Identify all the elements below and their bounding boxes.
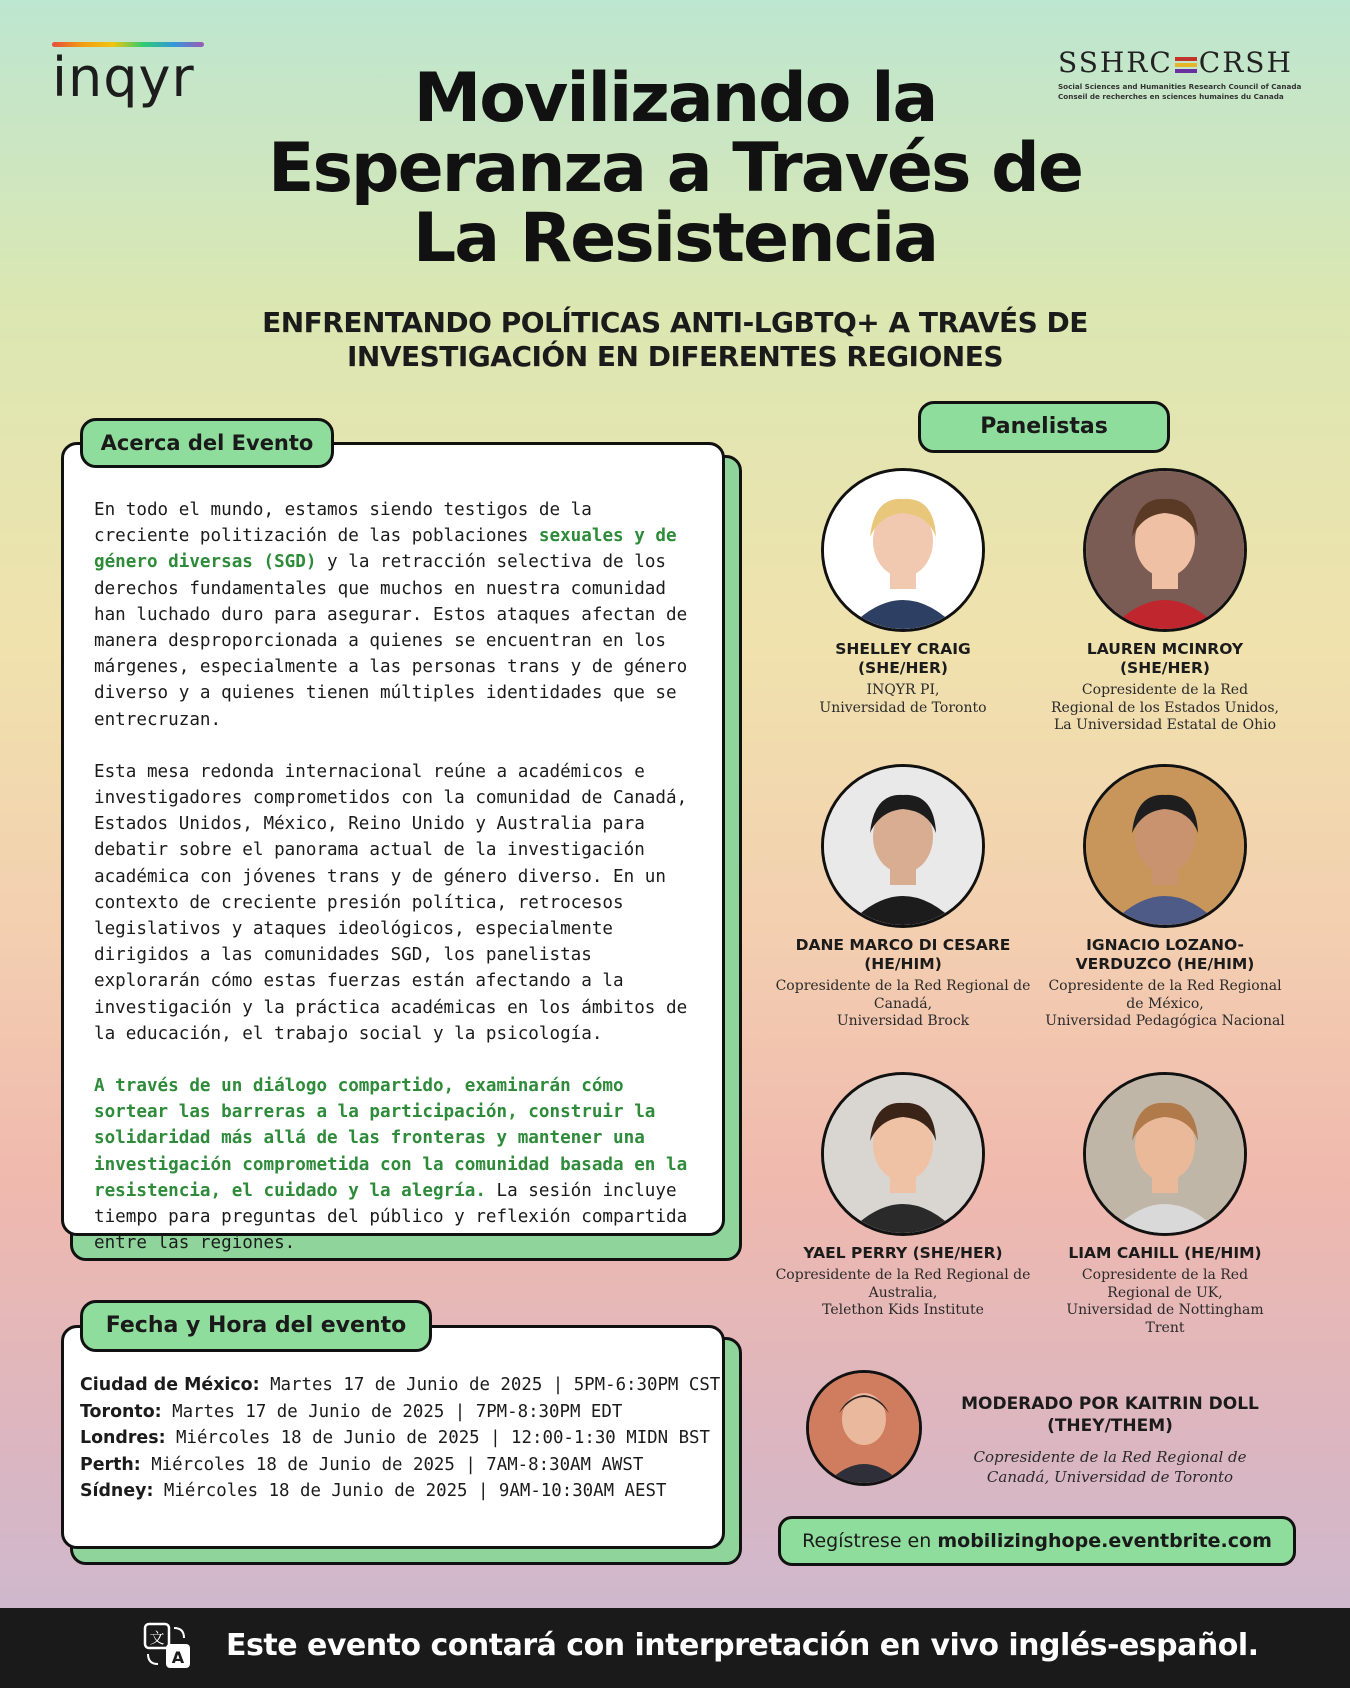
date-row-perth <box>80 1452 720 1479</box>
date-when: Miércoles 18 de Junio de 2025 | 12:00-1:30 MIDN BST <box>165 1428 710 1449</box>
about-p1-highlight: sexuales y de género diversas (SGD) <box>94 526 677 573</box>
panelist-name-line-1: DANE MARCO DI CESARE <box>795 936 1011 954</box>
panelist-role <box>1025 682 1305 735</box>
date-when: Martes 17 de Junio de 2025 | 5PM-6:30PM CST <box>259 1375 721 1395</box>
moderator-name-line-1: MODERADO POR KAITRIN DOLL <box>961 1394 1259 1414</box>
panelist-role-line: Copresidente de la Red Regional de <box>775 978 1031 994</box>
about-p1-c: y la retracción selectiva de los derechos fundamentales que muchos en nuestra comunidad han luchado duro para asegurar. Estos ataques afectan de manera desproporcionada a quienes se encuentran en los márgenes, especialmente a las personas trans y de género diverso y a quienes tienen múltiples identidades que se entrecruzan. <box>94 552 688 730</box>
date-city: Perth: <box>80 1454 141 1475</box>
panelist-name-line-1: SHELLEY CRAIG <box>835 640 971 658</box>
panelist-role-line: de México, <box>1126 995 1204 1012</box>
register-url[interactable]: mobilizinghope.eventbrite.com <box>937 1530 1272 1552</box>
svg-text:A: A <box>171 1648 185 1667</box>
panelist-name <box>763 936 1043 974</box>
panelist-name <box>1025 936 1305 974</box>
panelist-role-line: Copresidente de la Red Regional <box>1048 978 1282 994</box>
moderator-name <box>940 1393 1280 1437</box>
sshrc-equals-icon <box>1175 57 1197 73</box>
title-line-3: La Resistencia <box>412 199 938 278</box>
panelist-role-line: Universidad de Toronto <box>819 699 987 716</box>
footer-text: Este evento contará con interpretación en vivo inglés-español. <box>226 1628 1259 1663</box>
panelist-name-line-2: (SHE/HER) <box>1119 659 1211 677</box>
panelist-avatar <box>821 764 985 928</box>
panelist-avatar <box>821 1072 985 1236</box>
panelist-role <box>763 1267 1043 1320</box>
panelist-avatar <box>1083 1072 1247 1236</box>
about-label: Acerca del Evento <box>80 418 334 468</box>
about-p1-a: En todo el mundo, estamos siendo testigos de la creciente politización de las poblaciones <box>94 500 592 547</box>
panelist-role-line: La Universidad Estatal de Ohio <box>1053 717 1277 733</box>
panelist-name-line-2: VERDUZCO (HE/HIM) <box>1075 955 1255 973</box>
date-row-london <box>80 1425 720 1452</box>
date-row-toronto <box>80 1399 720 1426</box>
title-line-2: Esperanza a Través de <box>268 129 1082 208</box>
panelist-photo <box>824 471 982 629</box>
dates-list <box>80 1372 720 1505</box>
panelist-role-line: Canadá, <box>873 995 933 1012</box>
subtitle-line-1: ENFRENTANDO POLÍTICAS ANTI-LGBTQ+ A TRAVÉS DE <box>262 306 1088 339</box>
title-line-1: Movilizando la <box>413 59 937 138</box>
panelist-photo <box>824 1075 982 1233</box>
date-city: Londres: <box>80 1428 166 1449</box>
panelist-role-line: Universidad Pedagógica Nacional <box>1045 1013 1285 1029</box>
panelist-name <box>763 1244 1043 1263</box>
register-prefix: Regístrese en <box>802 1530 938 1552</box>
panelist-name-line-1: IGNACIO LOZANO- <box>1086 936 1244 954</box>
panelist-role <box>763 682 1043 717</box>
register-link[interactable] <box>778 1516 1296 1566</box>
panelist-role-line: INQYR PI, <box>866 682 940 698</box>
panelist-photo <box>824 767 982 925</box>
moderator-avatar <box>806 1370 922 1486</box>
sshrc-subtitle-en: Social Sciences and Humanities Research Council of Canada <box>1058 82 1302 91</box>
date-when: Miércoles 18 de Junio de 2025 | 7AM-8:30AM AWST <box>140 1454 644 1475</box>
about-paragraph-1 <box>94 497 694 733</box>
panelist-avatar <box>1083 764 1247 928</box>
panelist-role-line: Copresidente de la Red <box>1081 1267 1249 1283</box>
panel-label: Panelistas <box>918 401 1170 453</box>
panelist-photo <box>1086 471 1244 629</box>
sshrc-text: SSHRC <box>1058 46 1173 79</box>
translate-icon <box>142 1620 194 1672</box>
date-city: Ciudad de México: <box>80 1375 260 1395</box>
about-p3-b: La sesión incluye tiempo para preguntas del público y reflexión compartida entre las regiones. <box>94 1180 688 1254</box>
panelist-role <box>1025 978 1305 1031</box>
panelist-role-line: Copresidente de la Red Regional de <box>775 1267 1031 1283</box>
date-row-sydney <box>80 1478 720 1505</box>
date-when: Miércoles 18 de Junio de 2025 | 9AM-10:30AM AEST <box>153 1481 667 1502</box>
panelist-role-line: Trent <box>1145 1319 1185 1336</box>
panelist-role <box>763 978 1043 1031</box>
panelist-name-line-1: YAEL PERRY (SHE/HER) <box>803 1244 1003 1262</box>
panelist-photo <box>1086 767 1244 925</box>
moderator-role-line-2: Canadá, Universidad de Toronto <box>986 1467 1234 1486</box>
panelist-role-line: Regional de UK, <box>1107 1284 1223 1301</box>
panelist-role <box>1025 1267 1305 1337</box>
sshrc-subtitle-fr: Conseil de recherches en sciences humaines du Canada <box>1058 92 1284 101</box>
about-paragraph-3 <box>94 1073 694 1256</box>
moderator-role <box>940 1448 1280 1487</box>
panelist-role-line: Universidad Brock <box>836 1013 970 1029</box>
panelist-photo <box>1086 1075 1244 1233</box>
panelist-name-line-1: LIAM CAHILL (HE/HIM) <box>1068 1244 1262 1262</box>
panelist-name <box>763 640 1043 678</box>
subtitle-line-2: INVESTIGACIÓN EN DIFERENTES REGIONES <box>346 340 1004 373</box>
about-text <box>94 497 694 1256</box>
panelist-role-line: Telethon Kids Institute <box>822 1302 984 1318</box>
svg-text:文: 文 <box>149 1629 165 1647</box>
about-p3-highlight: A través de un diálogo compartido, examinarán cómo sortear las barreras a la participación, construir la solidaridad más allá de las fronteras y mantener una investigación comprometida con la comunidad basada en la resistencia, el cuidado y la alegría. <box>94 1076 688 1201</box>
crsh-text: CRSH <box>1198 46 1293 79</box>
date-city: Toronto: <box>80 1401 162 1422</box>
about-paragraph-2: Esta mesa redonda internacional reúne a académicos e investigadores comprometidos con la comunidad de Canadá, Estados Unidos, México, Reino Unido y Australia para debatir sobre el panorama actual de la investigación académica con jóvenes trans y de género diverso. En un contexto de creciente presión política, retrocesos legislativos y ataques ideológicos, especialmente dirigidos a las comunidades SGD, los panelistas explorarán cómo estas fuerzas están afectando a la investigación y la práctica académicas en los ámbitos de la educación, el trabajo social y la psicología. <box>94 761 688 1044</box>
moderator-role-line-1: Copresidente de la Red Regional de <box>973 1448 1247 1466</box>
panelist-role-line: Universidad de Nottingham <box>1066 1302 1264 1318</box>
moderator-photo <box>809 1373 919 1483</box>
moderator-name-line-2: (THEY/THEM) <box>1047 1416 1173 1436</box>
panelist-name-line-1: LAUREN MCINROY <box>1086 640 1244 658</box>
panelist-name <box>1025 640 1305 678</box>
inqyr-logo-text: inqyr <box>52 46 195 109</box>
date-when: Martes 17 de Junio de 2025 | 7PM-8:30PM EDT <box>161 1401 623 1422</box>
panelist-name-line-2: (HE/HIM) <box>864 955 942 973</box>
panelist-avatar <box>821 468 985 632</box>
panelist-role-line: Regional de los Estados Unidos, <box>1051 699 1279 716</box>
page-subtitle <box>180 306 1170 374</box>
panelist-name <box>1025 1244 1305 1263</box>
panelist-name-line-2: (SHE/HER) <box>857 659 949 677</box>
panelist-role-line: Australia, <box>868 1284 938 1301</box>
panelist-role-line: Copresidente de la Red <box>1081 682 1249 698</box>
date-row-mexico <box>80 1372 720 1399</box>
panelist-avatar <box>1083 468 1247 632</box>
date-city: Sídney: <box>80 1481 154 1502</box>
dates-label: Fecha y Hora del evento <box>80 1300 432 1352</box>
